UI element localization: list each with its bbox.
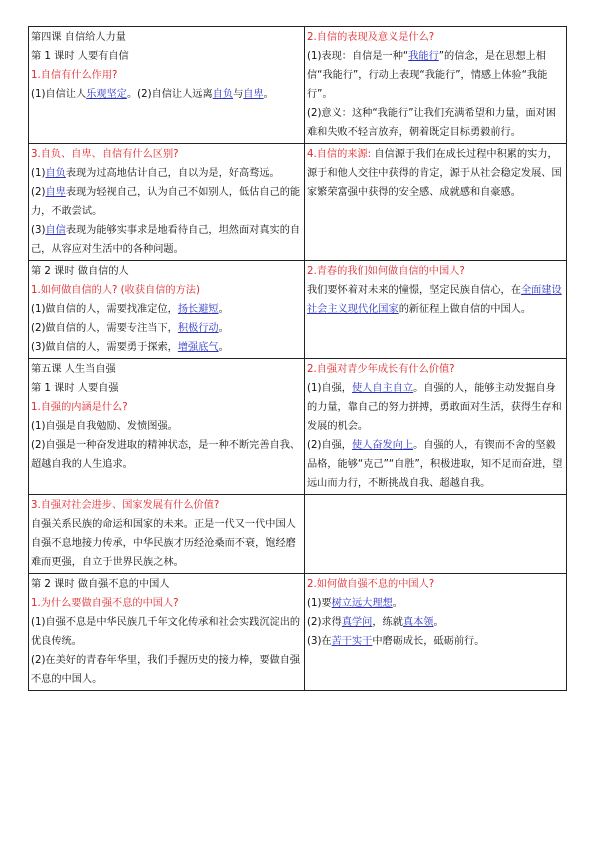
key-term: 苦干实干 bbox=[331, 636, 373, 647]
text-segment: 表现为过高地估计自己，自以为是，好高骛远。 bbox=[65, 168, 280, 179]
text-segment: (3) bbox=[31, 225, 46, 236]
answer-line bbox=[307, 436, 564, 493]
question bbox=[31, 398, 302, 417]
table-row bbox=[29, 574, 567, 691]
question bbox=[307, 575, 564, 594]
text-segment: (2)意义：这种“我能行”让我们充满希望和力量，面对困难和失败不轻言放弃，朝着既定目标勇毅前行。 bbox=[307, 108, 557, 138]
text-segment: 。 bbox=[263, 89, 274, 100]
notes-table bbox=[28, 26, 567, 691]
table-row bbox=[29, 261, 567, 359]
text-segment: (2)自强， bbox=[307, 440, 352, 451]
answer-line bbox=[31, 515, 302, 572]
key-term: 全面建设社会主义现代化国家 bbox=[307, 285, 562, 315]
text-segment: 与 bbox=[233, 89, 244, 100]
question bbox=[31, 594, 302, 613]
key-term: 自卑 bbox=[45, 187, 66, 198]
answer-line bbox=[31, 319, 302, 338]
class-title bbox=[31, 575, 302, 594]
text-segment: 第 2 课时 做自信的人 bbox=[31, 266, 129, 277]
text-segment: 第四课 自信给人力量 bbox=[31, 32, 126, 43]
key-term: 使人奋发向上 bbox=[352, 440, 414, 451]
class-title bbox=[31, 379, 302, 398]
text-segment: ，练就 bbox=[372, 617, 403, 628]
key-term: 我能行 bbox=[408, 51, 439, 62]
answer-line bbox=[31, 651, 302, 689]
text-segment: (1)自强是自我勉励、发愤图强。 bbox=[31, 421, 178, 432]
key-term: 乐观坚定 bbox=[86, 89, 127, 100]
text-segment: 我们要怀着对未来的憧憬，坚定民族自信心，在 bbox=[307, 285, 521, 296]
key-term: 自负 bbox=[45, 168, 66, 179]
text-segment: 中磨砺成长，砥砺前行。 bbox=[372, 636, 485, 647]
right-cell bbox=[305, 144, 567, 261]
text-segment: 第五课 人生当自强 bbox=[31, 364, 116, 375]
lesson-title bbox=[31, 360, 302, 379]
question-text: 1.自强的内涵是什么? bbox=[31, 402, 128, 413]
key-term: 自卑 bbox=[243, 89, 264, 100]
question-text: 1.如何做自信的人? (收获自信的方法) bbox=[31, 285, 200, 296]
right-cell bbox=[305, 359, 567, 495]
left-cell bbox=[29, 574, 305, 691]
question bbox=[31, 66, 302, 85]
right-cell bbox=[305, 261, 567, 359]
answer-line bbox=[307, 281, 564, 319]
left-cell bbox=[29, 144, 305, 261]
text-segment: 表现为能够实事求是地看待自己，坦然面对真实的自己，从容应对生活中的各种问题。 bbox=[31, 225, 301, 255]
text-segment: (2)自强是一种奋发进取的精神状态，是一种不断完善自我、超越自我的人生追求。 bbox=[31, 440, 301, 470]
answer-line bbox=[31, 85, 302, 104]
text-segment: (1)表现：自信是一种“ bbox=[307, 51, 409, 62]
key-term: 增强底气 bbox=[177, 342, 219, 353]
text-segment: (3)在 bbox=[307, 636, 332, 647]
text-segment: 的新征程上做自信的中国人。 bbox=[398, 304, 532, 315]
text-segment: (1)要 bbox=[307, 598, 332, 609]
question-text: 2.自强对青少年成长有什么价值? bbox=[307, 364, 455, 375]
right-cell bbox=[305, 574, 567, 691]
text-segment: (2)在美好的青春年华里，我们手握历史的接力棒，要做自强不息的中国人。 bbox=[31, 655, 301, 685]
key-term: 自信 bbox=[45, 225, 66, 236]
text-segment: ”的信念，是在思想上相信“我能行”，行动上表现“我能行”，情感上体验“我能行”。 bbox=[307, 51, 548, 100]
question-text: 1.自信有什么作用? bbox=[31, 70, 118, 81]
answer-line bbox=[31, 183, 302, 221]
question-text: 3.自强对社会进步、国家发展有什么价值? bbox=[31, 500, 220, 511]
text-segment: 。 bbox=[433, 617, 444, 628]
text-segment: 。(2)自信让人远离 bbox=[126, 89, 213, 100]
question-text: 4.自信的来源: bbox=[307, 149, 372, 160]
text-segment: 。自强的人，有锲而不舍的坚毅品格，能够“克己”“自胜”，积极进取，知不足而奋进，望远山而力行，不断挑战自我、超越自我。 bbox=[307, 440, 563, 489]
text-segment: (2)做自信的人，需要专注当下， bbox=[31, 323, 178, 334]
table-row bbox=[29, 495, 567, 574]
text-segment: (1)自强， bbox=[307, 383, 352, 394]
key-term: 真本领 bbox=[402, 617, 434, 628]
question bbox=[307, 360, 564, 379]
question bbox=[31, 496, 302, 515]
class-title bbox=[31, 262, 302, 281]
question bbox=[307, 262, 564, 281]
key-term: 扬长避短 bbox=[177, 304, 219, 315]
answer-line bbox=[307, 47, 564, 104]
left-cell bbox=[29, 27, 305, 144]
answer-line bbox=[31, 164, 302, 183]
text-segment: (1) bbox=[31, 168, 46, 179]
text-segment: (1)自信让人 bbox=[31, 89, 87, 100]
text-segment: 。自强的人，能够主动发掘自身的力量，靠自己的努力拼搏，勇敢面对生活，获得生存和发展的机会。 bbox=[307, 383, 562, 432]
text-segment: (1)做自信的人，需要找准定位， bbox=[31, 304, 178, 315]
text-segment: (2)求得 bbox=[307, 617, 342, 628]
right-cell bbox=[305, 27, 567, 144]
answer-line bbox=[31, 436, 302, 474]
text-segment: (3)做自信的人，需要勇于探索， bbox=[31, 342, 178, 353]
text-segment: (2) bbox=[31, 187, 46, 198]
text-segment: 。 bbox=[218, 323, 229, 334]
text-segment: 。 bbox=[218, 342, 229, 353]
answer-line bbox=[307, 613, 564, 632]
text-segment: 第 1 课时 人要有自信 bbox=[31, 51, 129, 62]
question bbox=[31, 281, 302, 300]
question-text: 3.自负、自卑、自信有什么区别? bbox=[31, 149, 179, 160]
table-row bbox=[29, 144, 567, 261]
left-cell bbox=[29, 359, 305, 495]
left-cell bbox=[29, 261, 305, 359]
text-segment: 自信源于我们在成长过程中积累的实力，源于和他人交往中获得的肯定，源于从社会稳定发展、国家繁荣富强中获得的安全感、成就感和自豪感。 bbox=[307, 149, 562, 198]
text-segment: 。 bbox=[218, 304, 229, 315]
class-title bbox=[31, 47, 302, 66]
question-text: 1.为什么要做自强不息的中国人? bbox=[31, 598, 179, 609]
table-row bbox=[29, 27, 567, 144]
answer-line bbox=[31, 221, 302, 259]
text-segment: 第 2 课时 做自强不息的中国人 bbox=[31, 579, 170, 590]
key-term: 自负 bbox=[212, 89, 234, 100]
answer-line bbox=[31, 338, 302, 357]
answer-line bbox=[31, 417, 302, 436]
right-cell bbox=[305, 495, 567, 574]
table-row bbox=[29, 359, 567, 495]
notes-table-body bbox=[29, 27, 567, 691]
answer-line bbox=[31, 300, 302, 319]
text-segment: 表现为轻视自己，认为自己不如别人，低估自己的能力，不敢尝试。 bbox=[31, 187, 301, 217]
answer-line bbox=[307, 379, 564, 436]
key-term: 真学问 bbox=[341, 617, 373, 628]
text-segment: 。 bbox=[392, 598, 403, 609]
text-segment: 第 1 课时 人要自强 bbox=[31, 383, 119, 394]
text-segment: 自强关系民族的命运和国家的未来。正是一代又一代中国人自强不息地接力传承，中华民族才历经沧桑而不衰，饱经磨难而更强，自立于世界民族之林。 bbox=[31, 519, 296, 568]
question-text: 2.青春的我们如何做自信的中国人? bbox=[307, 266, 465, 277]
answer-line bbox=[307, 104, 564, 142]
question bbox=[31, 145, 302, 164]
left-cell bbox=[29, 495, 305, 574]
key-term: 使人自主自立 bbox=[352, 383, 414, 394]
key-term: 树立远大理想 bbox=[331, 598, 393, 609]
answer-line bbox=[307, 594, 564, 613]
question-text: 2.自信的表现及意义是什么? bbox=[307, 32, 435, 43]
lesson-title bbox=[31, 28, 302, 47]
answer-line bbox=[307, 145, 564, 202]
question-text: 2.如何做自强不息的中国人? bbox=[307, 579, 435, 590]
question bbox=[307, 28, 564, 47]
answer-line bbox=[31, 613, 302, 651]
text-segment: (1)自强不息是中华民族几千年文化传承和社会实践沉淀出的优良传统。 bbox=[31, 617, 301, 647]
answer-line bbox=[307, 632, 564, 651]
key-term: 积极行动 bbox=[177, 323, 219, 334]
